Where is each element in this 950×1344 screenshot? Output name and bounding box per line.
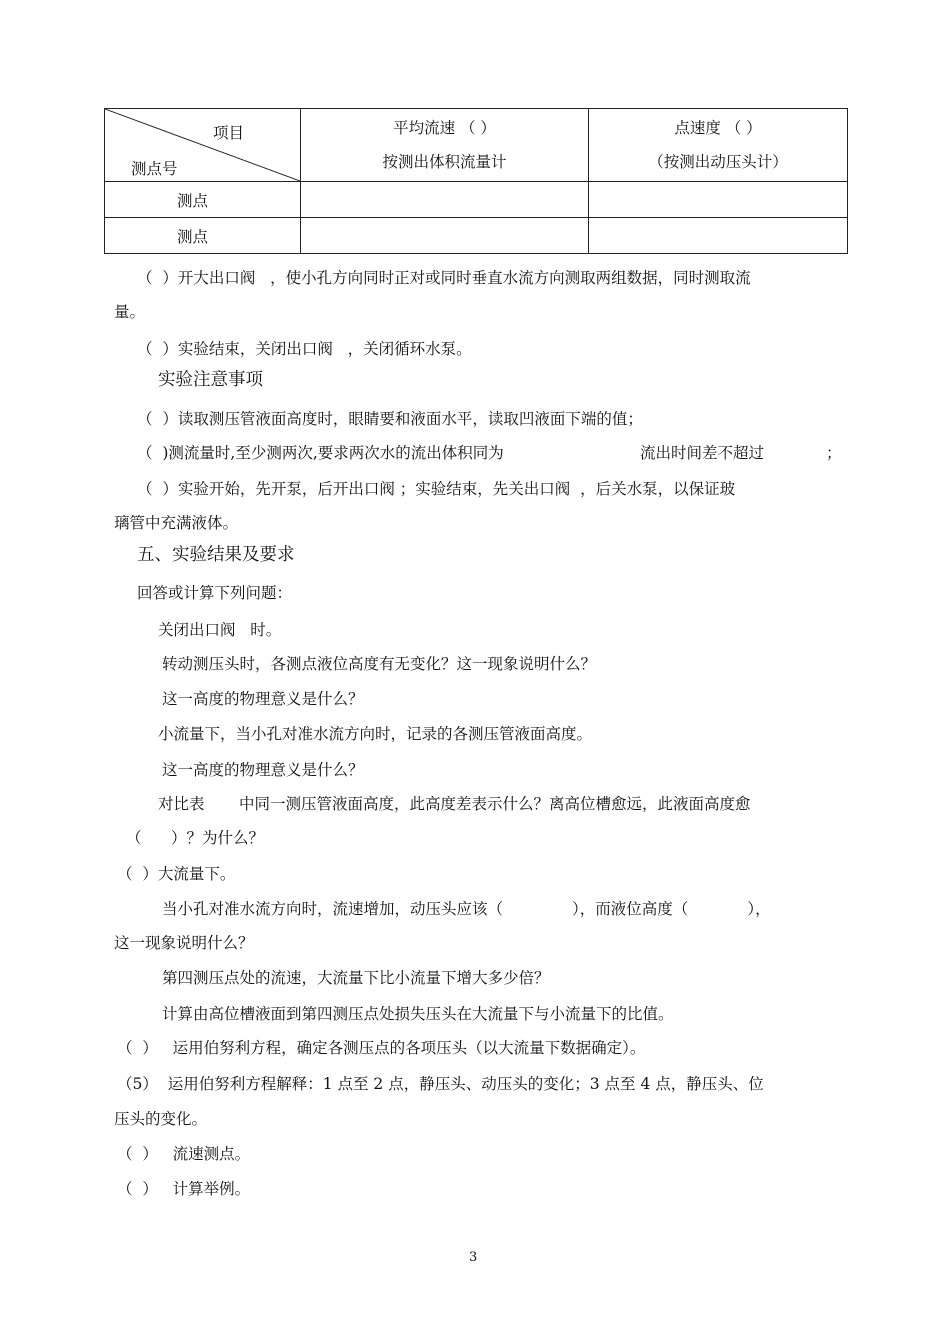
row-label: 测点 — [105, 182, 301, 218]
item-calculation-example: （ ） 计算举例。 — [117, 1180, 251, 1198]
average-velocity-title: 平均流速 （ ） — [393, 119, 496, 137]
section-heading-precautions: 实验注意事项 — [158, 370, 263, 390]
item-velocity-points: （ ） 流速测点。 — [117, 1145, 251, 1163]
point-velocity-header — [589, 109, 848, 182]
question-height-meaning-2: 这一高度的物理意义是什么？ — [162, 761, 364, 779]
header-point-number-label: 测点号 — [131, 160, 178, 178]
table-cell — [301, 218, 589, 254]
header-item-label: 项目 — [213, 124, 245, 142]
table-cell — [589, 182, 848, 218]
diagonal-header-cell — [105, 109, 301, 182]
point-velocity-note: （按测出动压头计） — [648, 153, 788, 171]
question-compare-table: 对比表 中同一测压管液面高度，此高度差表示什么？离高位槽愈远，此液面高度愈 — [158, 795, 751, 813]
section-heading-results: 五、实验结果及要求 — [137, 545, 295, 565]
step-open-outlet-valve-cont: 量。 — [114, 303, 146, 321]
question-height-meaning-1: 这一高度的物理意义是什么？ — [162, 690, 364, 708]
question-fourth-point-velocity: 第四测压点处的流速，大流量下比小流量下增大多少倍？ — [162, 969, 550, 987]
measurement-table — [104, 108, 848, 254]
table-row — [105, 182, 848, 218]
precaution-flow-measure: （ )测流量时,至少测两次,要求两次水的流出体积同为 — [137, 444, 504, 462]
precaution-flow-time: 流出时间差不超过 — [640, 444, 765, 462]
question-large-flow-velocity-cont: 这一现象说明什么？ — [114, 934, 254, 952]
precaution-reading: （ ）读取测压管液面高度时，眼睛要和液面水平，读取凹液面下端的值； — [137, 410, 643, 428]
question-compare-table-cont: （ ）？为什么？ — [126, 829, 265, 847]
average-velocity-note: 按测出体积流量计 — [382, 153, 507, 171]
results-intro: 回答或计算下列问题： — [137, 584, 293, 602]
question-close-valve: 关闭出口阀 时。 — [158, 621, 282, 639]
question-head-loss-ratio: 计算由高位槽液面到第四测压点处损失压头在大流量下与小流量下的比值。 — [162, 1005, 674, 1023]
question-large-flow-velocity: 当小孔对准水流方向时，流速增加，动压头应该（ ），而液位高度（ ）， — [162, 900, 771, 918]
average-velocity-header — [301, 109, 589, 182]
precaution-pump-order-cont: 璃管中充满液体。 — [114, 514, 239, 532]
question-small-flow: 小流量下，当小孔对准水流方向时，记录的各测压管液面高度。 — [158, 725, 593, 743]
question-bernoulli-heads: （ ） 运用伯努利方程，确定各测压点的各项压头（以大流量下数据确定）。 — [117, 1039, 646, 1057]
table-cell — [301, 182, 589, 218]
question-rotate-head: 转动测压头时，各测点液位高度有无变化？这一现象说明什么？ — [162, 655, 597, 673]
row-label: 测点 — [105, 218, 301, 254]
step-open-outlet-valve: （ ）开大出口阀 ，使小孔方向同时正对或同时垂直水流方向测取两组数据，同时测取流 — [137, 269, 751, 287]
precaution-pump-order: （ ）实验开始，先开泵，后开出口阀 ；实验结束，先关出口阀 ，后关水泵，以保证玻 — [137, 480, 736, 498]
section-large-flow: （ ）大流量下。 — [117, 865, 236, 883]
table-row — [105, 218, 848, 254]
question-bernoulli-explain: （5） 运用伯努利方程解释：1 点至 2 点，静压头、动压头的变化；3 点至 4 点，静压头、位 — [117, 1075, 764, 1093]
point-velocity-title: 点速度 （ ） — [674, 119, 762, 137]
precaution-flow-end: ； — [826, 444, 842, 462]
step-end-experiment: （ ）实验结束，关闭出口阀 ，关闭循环水泵。 — [137, 340, 472, 358]
table-cell — [589, 218, 848, 254]
question-bernoulli-explain-cont: 压头的变化。 — [114, 1110, 208, 1128]
page-number: 3 — [469, 1250, 478, 1265]
